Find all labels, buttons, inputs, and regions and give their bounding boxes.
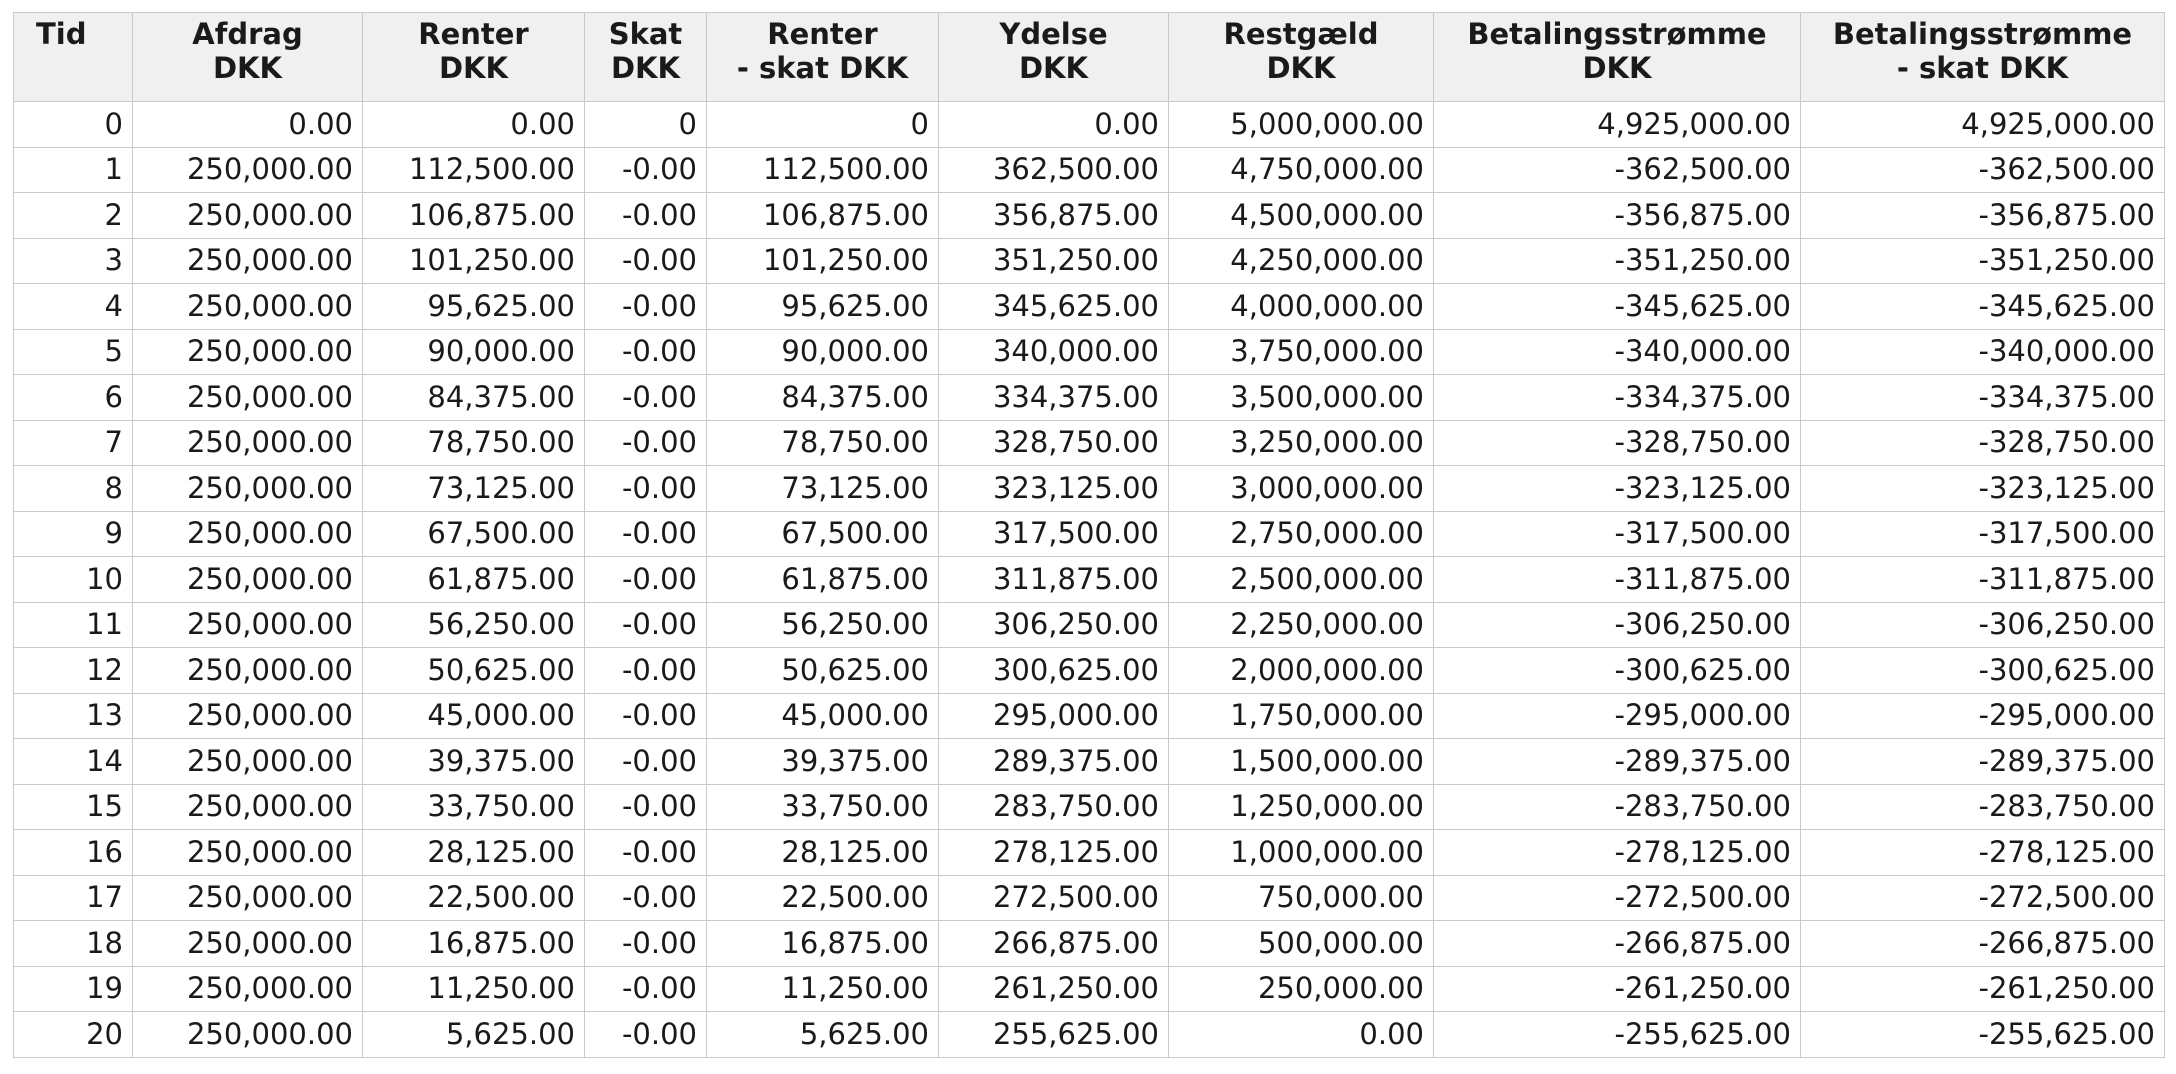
cell-renter: 73,125.00 — [363, 466, 585, 512]
cell-afdrag: 250,000.00 — [133, 193, 363, 239]
cell-betalingsstromme: -323,125.00 — [1434, 466, 1801, 512]
column-header-tid-line: Tid — [36, 17, 87, 51]
cell-ydelse: 300,625.00 — [939, 648, 1169, 694]
table-row — [14, 739, 2165, 785]
cell-renter: 56,250.00 — [363, 602, 585, 648]
table-row — [14, 375, 2165, 421]
cell-restgaeld: 1,500,000.00 — [1169, 739, 1434, 785]
cell-renter-skat: 112,500.00 — [707, 147, 939, 193]
cell-renter: 22,500.00 — [363, 875, 585, 921]
cell-afdrag: 250,000.00 — [133, 739, 363, 785]
column-header-renter-line: DKK — [438, 51, 509, 85]
cell-tid: 19 — [14, 966, 133, 1012]
cell-tid: 5 — [14, 329, 133, 375]
cell-tid: 18 — [14, 921, 133, 967]
cell-ydelse: 362,500.00 — [939, 147, 1169, 193]
cell-ydelse: 255,625.00 — [939, 1012, 1169, 1058]
cell-renter: 5,625.00 — [363, 1012, 585, 1058]
column-header-ydelse — [939, 13, 1169, 102]
cell-betalingsstromme: -362,500.00 — [1434, 147, 1801, 193]
cell-afdrag: 250,000.00 — [133, 921, 363, 967]
cell-afdrag: 250,000.00 — [133, 329, 363, 375]
cell-afdrag: 250,000.00 — [133, 1012, 363, 1058]
cell-restgaeld: 1,250,000.00 — [1169, 784, 1434, 830]
cell-afdrag: 250,000.00 — [133, 511, 363, 557]
cell-afdrag: 250,000.00 — [133, 648, 363, 694]
cell-tid: 9 — [14, 511, 133, 557]
cell-afdrag: 250,000.00 — [133, 147, 363, 193]
cell-skat: -0.00 — [585, 193, 707, 239]
cell-ydelse: 345,625.00 — [939, 284, 1169, 330]
cell-betalingsstromme: -278,125.00 — [1434, 830, 1801, 876]
cell-skat: -0.00 — [585, 1012, 707, 1058]
cell-ydelse: 261,250.00 — [939, 966, 1169, 1012]
cell-betalingsstromme-skat: -351,250.00 — [1801, 238, 2165, 284]
cell-renter-skat: 0 — [707, 102, 939, 148]
cell-tid: 14 — [14, 739, 133, 785]
cell-betalingsstromme: -340,000.00 — [1434, 329, 1801, 375]
cell-restgaeld: 2,500,000.00 — [1169, 557, 1434, 603]
table-row — [14, 284, 2165, 330]
cell-restgaeld: 4,000,000.00 — [1169, 284, 1434, 330]
cell-renter: 0.00 — [363, 102, 585, 148]
column-header-skat — [585, 13, 707, 102]
cell-betalingsstromme: -345,625.00 — [1434, 284, 1801, 330]
column-header-skat-line: DKK — [610, 51, 681, 85]
cell-renter: 112,500.00 — [363, 147, 585, 193]
cell-restgaeld: 0.00 — [1169, 1012, 1434, 1058]
table-row — [14, 693, 2165, 739]
cell-afdrag: 250,000.00 — [133, 375, 363, 421]
cell-betalingsstromme-skat: -306,250.00 — [1801, 602, 2165, 648]
cell-renter-skat: 84,375.00 — [707, 375, 939, 421]
cell-skat: -0.00 — [585, 602, 707, 648]
column-header-afdrag — [133, 13, 363, 102]
table-row — [14, 193, 2165, 239]
cell-restgaeld: 4,500,000.00 — [1169, 193, 1434, 239]
cell-ydelse: 317,500.00 — [939, 511, 1169, 557]
cell-tid: 2 — [14, 193, 133, 239]
cell-skat: -0.00 — [585, 875, 707, 921]
cell-restgaeld: 3,500,000.00 — [1169, 375, 1434, 421]
cell-renter: 90,000.00 — [363, 329, 585, 375]
cell-afdrag: 250,000.00 — [133, 830, 363, 876]
cell-ydelse: 356,875.00 — [939, 193, 1169, 239]
cell-renter: 84,375.00 — [363, 375, 585, 421]
cell-afdrag: 250,000.00 — [133, 875, 363, 921]
cell-betalingsstromme: -255,625.00 — [1434, 1012, 1801, 1058]
cell-skat: -0.00 — [585, 511, 707, 557]
table-row — [14, 147, 2165, 193]
cell-betalingsstromme-skat: -356,875.00 — [1801, 193, 2165, 239]
cell-renter-skat: 45,000.00 — [707, 693, 939, 739]
cell-betalingsstromme: -300,625.00 — [1434, 648, 1801, 694]
cell-restgaeld: 1,750,000.00 — [1169, 693, 1434, 739]
cell-ydelse: 311,875.00 — [939, 557, 1169, 603]
cell-betalingsstromme: -295,000.00 — [1434, 693, 1801, 739]
cell-restgaeld: 500,000.00 — [1169, 921, 1434, 967]
cell-betalingsstromme-skat: -334,375.00 — [1801, 375, 2165, 421]
cell-betalingsstromme-skat: -255,625.00 — [1801, 1012, 2165, 1058]
cell-betalingsstromme-skat: -345,625.00 — [1801, 284, 2165, 330]
cell-betalingsstromme-skat: -317,500.00 — [1801, 511, 2165, 557]
cell-tid: 20 — [14, 1012, 133, 1058]
cell-afdrag: 250,000.00 — [133, 284, 363, 330]
cell-renter-skat: 90,000.00 — [707, 329, 939, 375]
cell-skat: -0.00 — [585, 329, 707, 375]
cell-betalingsstromme: -328,750.00 — [1434, 420, 1801, 466]
cell-restgaeld: 3,000,000.00 — [1169, 466, 1434, 512]
cell-betalingsstromme-skat: -340,000.00 — [1801, 329, 2165, 375]
cell-renter: 106,875.00 — [363, 193, 585, 239]
cell-ydelse: 334,375.00 — [939, 375, 1169, 421]
cell-renter-skat: 78,750.00 — [707, 420, 939, 466]
cell-renter: 95,625.00 — [363, 284, 585, 330]
table-row — [14, 466, 2165, 512]
column-header-tid — [14, 13, 133, 102]
cell-betalingsstromme-skat: -362,500.00 — [1801, 147, 2165, 193]
cell-afdrag: 250,000.00 — [133, 602, 363, 648]
cell-renter: 50,625.00 — [363, 648, 585, 694]
cell-ydelse: 340,000.00 — [939, 329, 1169, 375]
column-header-afdrag-line: DKK — [212, 51, 283, 85]
cell-afdrag: 250,000.00 — [133, 966, 363, 1012]
cell-betalingsstromme-skat: -272,500.00 — [1801, 875, 2165, 921]
cell-betalingsstromme-skat: 4,925,000.00 — [1801, 102, 2165, 148]
cell-renter-skat: 50,625.00 — [707, 648, 939, 694]
table-row — [14, 875, 2165, 921]
cell-tid: 1 — [14, 147, 133, 193]
column-header-restgaeld-line: Restgæld — [1223, 17, 1379, 51]
table-row — [14, 329, 2165, 375]
column-header-skat-line: Skat — [608, 17, 683, 51]
table-row — [14, 238, 2165, 284]
amortization-table-container — [13, 12, 2165, 1058]
cell-ydelse: 328,750.00 — [939, 420, 1169, 466]
cell-restgaeld: 4,750,000.00 — [1169, 147, 1434, 193]
cell-renter: 16,875.00 — [363, 921, 585, 967]
cell-tid: 6 — [14, 375, 133, 421]
column-header-betalingsstromme-line: Betalingsstrømme — [1467, 17, 1767, 51]
table-row — [14, 830, 2165, 876]
table-row — [14, 420, 2165, 466]
column-header-betalingsstromme-skat-line: Betalingsstrømme — [1832, 17, 2133, 51]
cell-skat: -0.00 — [585, 784, 707, 830]
cell-ydelse: 266,875.00 — [939, 921, 1169, 967]
cell-ydelse: 351,250.00 — [939, 238, 1169, 284]
cell-tid: 15 — [14, 784, 133, 830]
cell-restgaeld: 2,750,000.00 — [1169, 511, 1434, 557]
cell-afdrag: 250,000.00 — [133, 557, 363, 603]
cell-renter: 101,250.00 — [363, 238, 585, 284]
cell-betalingsstromme: -266,875.00 — [1434, 921, 1801, 967]
cell-skat: -0.00 — [585, 284, 707, 330]
cell-renter-skat: 5,625.00 — [707, 1012, 939, 1058]
cell-renter-skat: 106,875.00 — [707, 193, 939, 239]
cell-afdrag: 250,000.00 — [133, 784, 363, 830]
cell-skat: -0.00 — [585, 739, 707, 785]
cell-renter: 28,125.00 — [363, 830, 585, 876]
cell-tid: 12 — [14, 648, 133, 694]
cell-tid: 3 — [14, 238, 133, 284]
cell-renter: 78,750.00 — [363, 420, 585, 466]
cell-renter: 11,250.00 — [363, 966, 585, 1012]
table-row — [14, 784, 2165, 830]
cell-betalingsstromme-skat: -295,000.00 — [1801, 693, 2165, 739]
column-header-betalingsstromme-skat-line: - skat DKK — [1896, 51, 2069, 85]
cell-tid: 8 — [14, 466, 133, 512]
cell-renter-skat: 61,875.00 — [707, 557, 939, 603]
cell-skat: -0.00 — [585, 466, 707, 512]
cell-betalingsstromme: -306,250.00 — [1434, 602, 1801, 648]
column-header-ydelse-line: DKK — [1018, 51, 1089, 85]
cell-tid: 11 — [14, 602, 133, 648]
column-header-betalingsstromme-skat — [1801, 13, 2165, 102]
column-header-renter-line: Renter — [418, 17, 529, 51]
cell-ydelse: 306,250.00 — [939, 602, 1169, 648]
column-header-ydelse-line: Ydelse — [999, 17, 1108, 51]
cell-ydelse: 0.00 — [939, 102, 1169, 148]
cell-renter-skat: 67,500.00 — [707, 511, 939, 557]
cell-betalingsstromme-skat: -323,125.00 — [1801, 466, 2165, 512]
table-row — [14, 511, 2165, 557]
cell-renter-skat: 22,500.00 — [707, 875, 939, 921]
cell-afdrag: 250,000.00 — [133, 420, 363, 466]
amortization-table — [13, 12, 2165, 1058]
cell-restgaeld: 1,000,000.00 — [1169, 830, 1434, 876]
cell-renter-skat: 11,250.00 — [707, 966, 939, 1012]
cell-renter-skat: 33,750.00 — [707, 784, 939, 830]
cell-betalingsstromme: -289,375.00 — [1434, 739, 1801, 785]
cell-renter-skat: 56,250.00 — [707, 602, 939, 648]
table-row — [14, 921, 2165, 967]
header-row — [14, 13, 2165, 102]
column-header-restgaeld-line: DKK — [1266, 51, 1336, 85]
cell-afdrag: 0.00 — [133, 102, 363, 148]
table-row — [14, 648, 2165, 694]
cell-skat: -0.00 — [585, 557, 707, 603]
cell-tid: 17 — [14, 875, 133, 921]
cell-renter: 33,750.00 — [363, 784, 585, 830]
column-header-afdrag-line: Afdrag — [192, 17, 303, 51]
cell-skat: -0.00 — [585, 693, 707, 739]
cell-ydelse: 278,125.00 — [939, 830, 1169, 876]
cell-skat: -0.00 — [585, 238, 707, 284]
column-header-renter-skat — [707, 13, 939, 102]
cell-skat: -0.00 — [585, 147, 707, 193]
cell-restgaeld: 5,000,000.00 — [1169, 102, 1434, 148]
column-header-restgaeld — [1169, 13, 1434, 102]
cell-renter-skat: 73,125.00 — [707, 466, 939, 512]
cell-renter: 61,875.00 — [363, 557, 585, 603]
cell-ydelse: 283,750.00 — [939, 784, 1169, 830]
cell-skat: -0.00 — [585, 830, 707, 876]
table-header — [14, 13, 2165, 102]
column-header-renter-skat-line: - skat DKK — [736, 51, 909, 85]
cell-renter: 39,375.00 — [363, 739, 585, 785]
cell-skat: -0.00 — [585, 375, 707, 421]
table-row — [14, 557, 2165, 603]
table-row — [14, 102, 2165, 148]
column-header-renter-skat-line: Renter — [767, 17, 878, 51]
cell-skat: 0 — [585, 102, 707, 148]
cell-skat: -0.00 — [585, 648, 707, 694]
cell-renter-skat: 39,375.00 — [707, 739, 939, 785]
cell-restgaeld: 2,250,000.00 — [1169, 602, 1434, 648]
cell-restgaeld: 250,000.00 — [1169, 966, 1434, 1012]
cell-tid: 13 — [14, 693, 133, 739]
cell-restgaeld: 3,750,000.00 — [1169, 329, 1434, 375]
cell-skat: -0.00 — [585, 921, 707, 967]
cell-betalingsstromme: -283,750.00 — [1434, 784, 1801, 830]
cell-afdrag: 250,000.00 — [133, 466, 363, 512]
cell-ydelse: 323,125.00 — [939, 466, 1169, 512]
cell-betalingsstromme-skat: -266,875.00 — [1801, 921, 2165, 967]
cell-ydelse: 289,375.00 — [939, 739, 1169, 785]
cell-betalingsstromme-skat: -328,750.00 — [1801, 420, 2165, 466]
cell-betalingsstromme-skat: -278,125.00 — [1801, 830, 2165, 876]
cell-betalingsstromme: -351,250.00 — [1434, 238, 1801, 284]
cell-renter-skat: 28,125.00 — [707, 830, 939, 876]
table-row — [14, 602, 2165, 648]
cell-betalingsstromme-skat: -283,750.00 — [1801, 784, 2165, 830]
column-header-betalingsstromme — [1434, 13, 1801, 102]
cell-renter-skat: 101,250.00 — [707, 238, 939, 284]
table-row — [14, 966, 2165, 1012]
cell-skat: -0.00 — [585, 966, 707, 1012]
cell-afdrag: 250,000.00 — [133, 238, 363, 284]
cell-restgaeld: 2,000,000.00 — [1169, 648, 1434, 694]
cell-betalingsstromme-skat: -311,875.00 — [1801, 557, 2165, 603]
cell-skat: -0.00 — [585, 420, 707, 466]
cell-betalingsstromme: 4,925,000.00 — [1434, 102, 1801, 148]
cell-betalingsstromme: -272,500.00 — [1434, 875, 1801, 921]
cell-renter-skat: 16,875.00 — [707, 921, 939, 967]
cell-renter: 45,000.00 — [363, 693, 585, 739]
table-body — [14, 102, 2165, 1058]
cell-renter: 67,500.00 — [363, 511, 585, 557]
cell-tid: 4 — [14, 284, 133, 330]
cell-betalingsstromme: -334,375.00 — [1434, 375, 1801, 421]
cell-betalingsstromme: -317,500.00 — [1434, 511, 1801, 557]
cell-tid: 16 — [14, 830, 133, 876]
cell-betalingsstromme: -311,875.00 — [1434, 557, 1801, 603]
cell-tid: 10 — [14, 557, 133, 603]
cell-betalingsstromme-skat: -300,625.00 — [1801, 648, 2165, 694]
cell-betalingsstromme: -261,250.00 — [1434, 966, 1801, 1012]
column-header-betalingsstromme-line: DKK — [1582, 51, 1652, 85]
cell-betalingsstromme-skat: -289,375.00 — [1801, 739, 2165, 785]
cell-restgaeld: 4,250,000.00 — [1169, 238, 1434, 284]
cell-betalingsstromme: -356,875.00 — [1434, 193, 1801, 239]
cell-tid: 7 — [14, 420, 133, 466]
cell-betalingsstromme-skat: -261,250.00 — [1801, 966, 2165, 1012]
cell-renter-skat: 95,625.00 — [707, 284, 939, 330]
table-row — [14, 1012, 2165, 1058]
column-header-renter — [363, 13, 585, 102]
cell-afdrag: 250,000.00 — [133, 693, 363, 739]
cell-restgaeld: 3,250,000.00 — [1169, 420, 1434, 466]
cell-tid: 0 — [14, 102, 133, 148]
cell-ydelse: 272,500.00 — [939, 875, 1169, 921]
cell-ydelse: 295,000.00 — [939, 693, 1169, 739]
cell-restgaeld: 750,000.00 — [1169, 875, 1434, 921]
